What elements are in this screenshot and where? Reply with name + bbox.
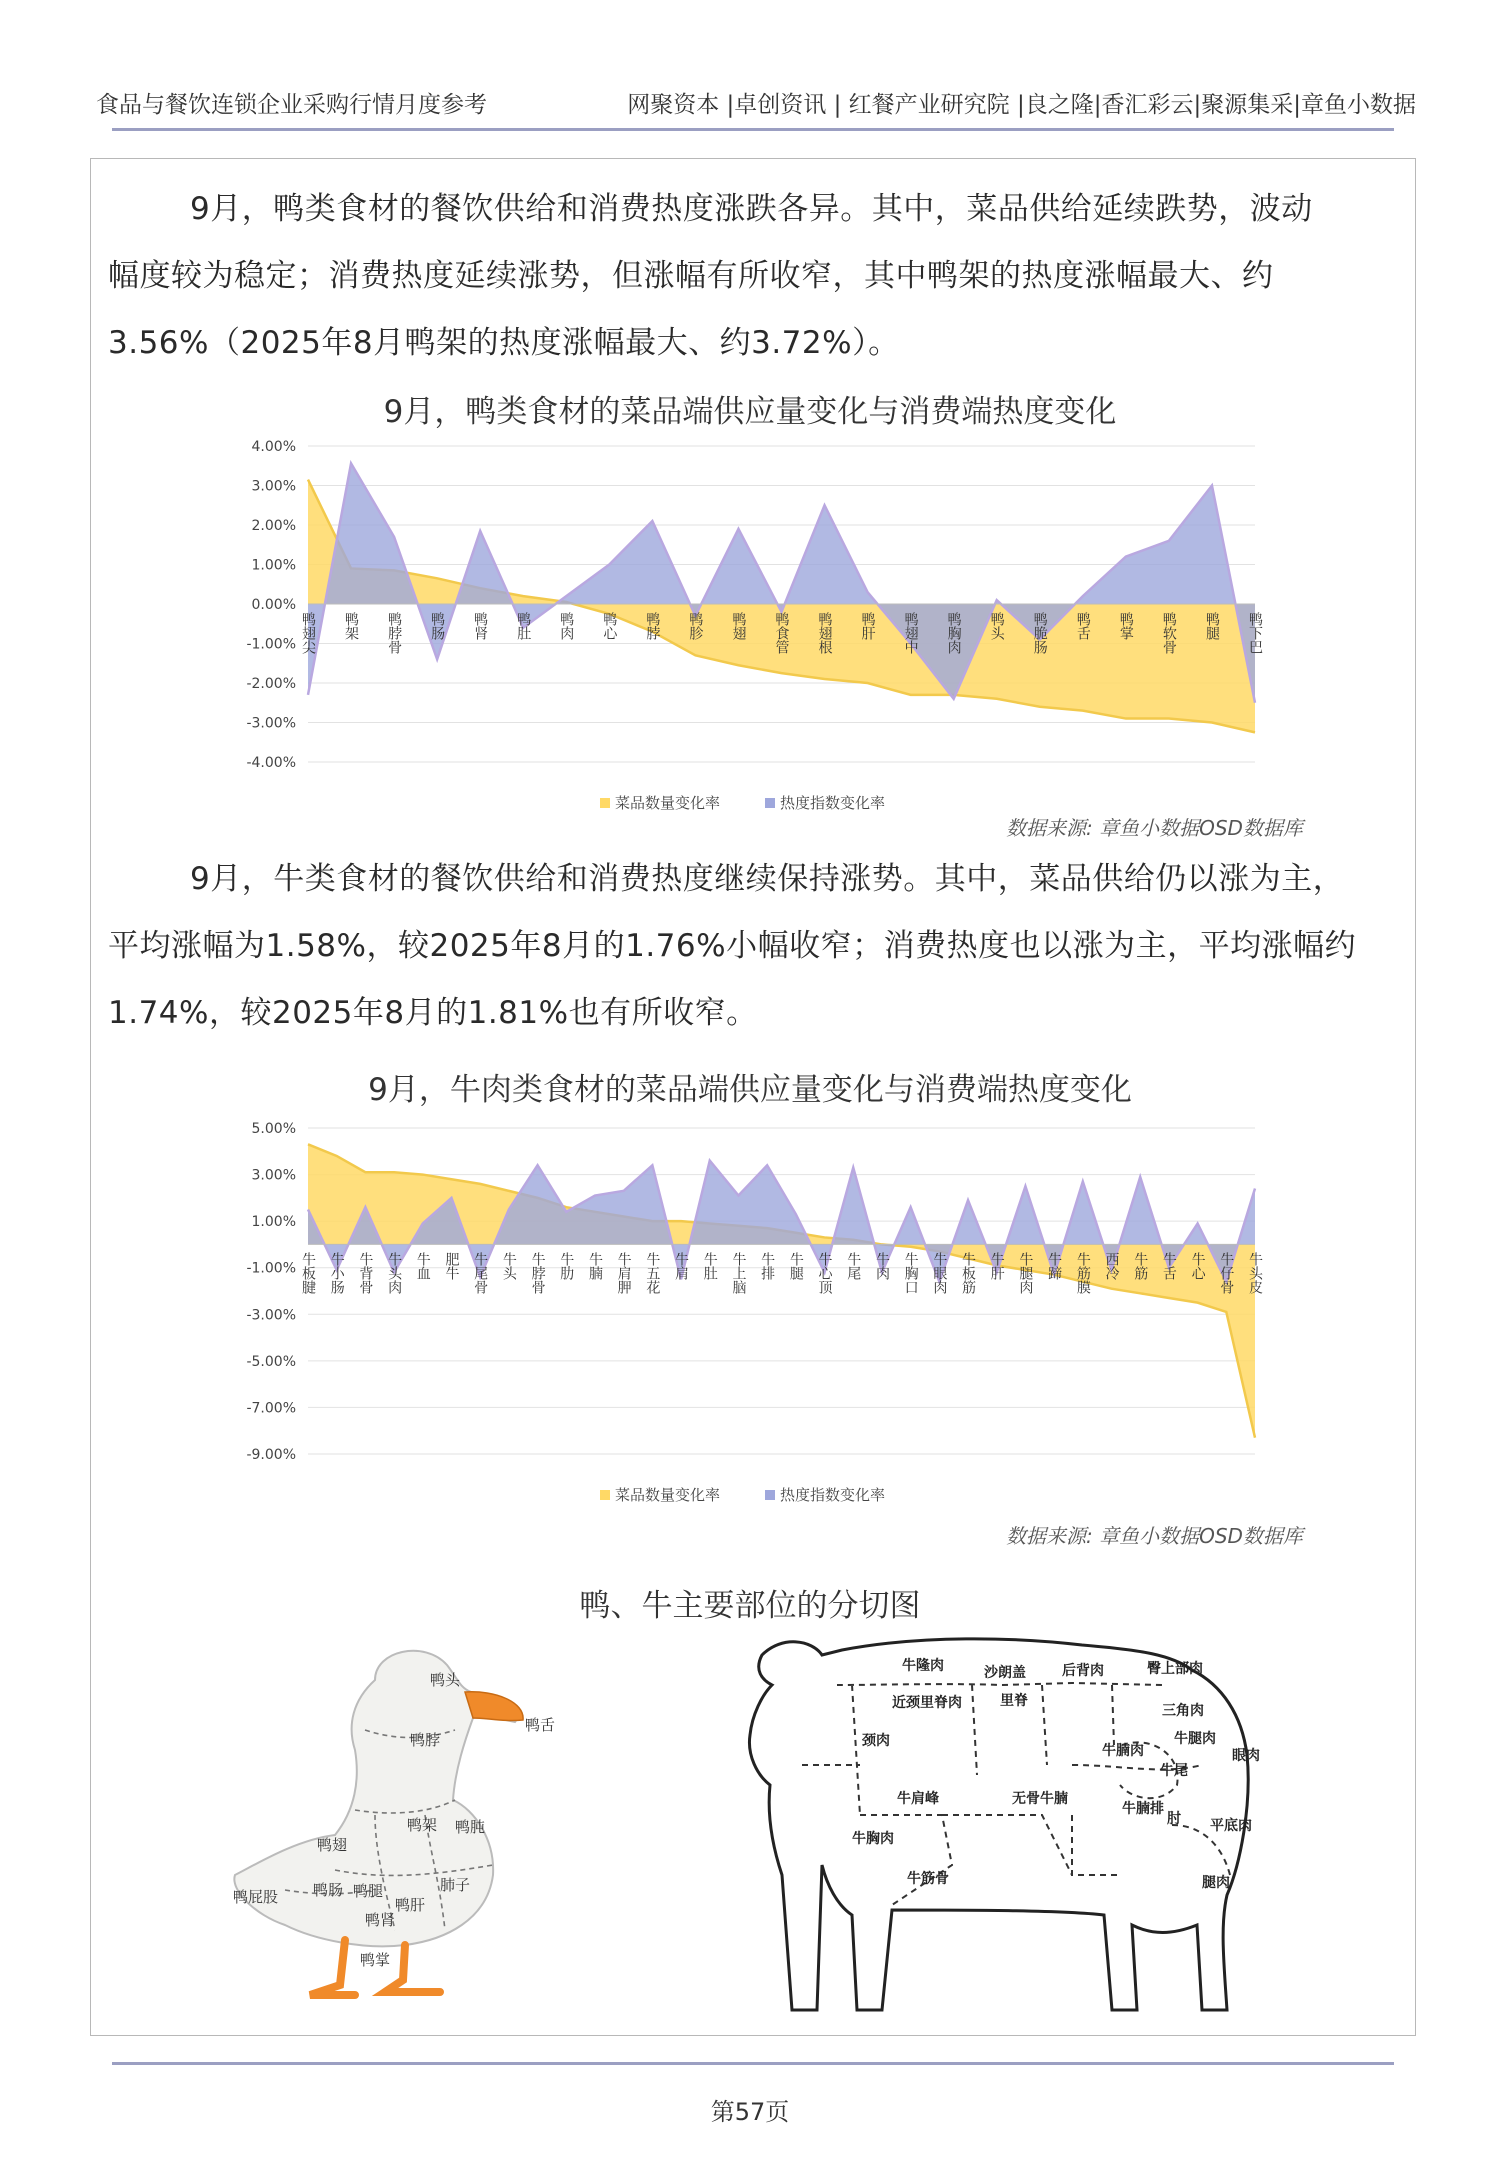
duck-beak (465, 1692, 523, 1721)
x-tick-label: 鸭架 (343, 612, 360, 640)
y-tick-label: -3.00% (246, 1307, 296, 1324)
cow-label-tendon: 牛筋骨 (907, 1871, 949, 1887)
cow-label-back: 后背肉 (1062, 1663, 1104, 1679)
cut-diagram-title: 鸭、牛主要部位的分切图 (579, 1588, 921, 1624)
x-tick-label: 鸭肚 (515, 612, 532, 640)
x-tick-label: 牛头皮 (1247, 1252, 1263, 1295)
x-tick-label: 鸭下巴 (1247, 612, 1263, 654)
cow-label-boneless-brisket: 无骨牛腩 (1012, 1791, 1068, 1807)
duck-label-intestine: 鸭肠 (313, 1881, 344, 1899)
x-tick-label: 西冷 (1103, 1252, 1120, 1281)
x-tick-label: 牛腿肉 (1017, 1252, 1034, 1295)
x-tick-label: 牛上脑 (730, 1252, 747, 1295)
cow-label-flank: 牛腩肉 (1102, 1743, 1144, 1759)
x-tick-label: 鸭掌 (1117, 612, 1134, 640)
cow-label-short-rib: 牛腩排 (1122, 1801, 1164, 1817)
cow-label-tail: 牛尾 (1160, 1763, 1188, 1779)
duck-label-tail: 鸭屁股 (233, 1888, 279, 1906)
x-tick-label: 鸭翅中 (902, 612, 919, 654)
x-tick-label: 牛胸口 (902, 1252, 919, 1295)
beef-chart (220, 1112, 1280, 1512)
duck-label-kidney: 鸭肾 (365, 1911, 396, 1929)
x-tick-label: 鸭肾 (472, 612, 489, 640)
x-tick-label: 牛舌 (1160, 1252, 1177, 1281)
x-tick-label: 牛尾 (845, 1252, 862, 1281)
cow-label-tenderloin: 里脊 (1000, 1693, 1028, 1709)
page-number: 第57页 (710, 2098, 790, 2126)
x-tick-label: 鸭胸肉 (945, 612, 962, 654)
beef-summary-paragraph (108, 846, 1408, 1047)
x-tick-label: 牛脖骨 (529, 1252, 546, 1295)
duck-label-leg: 鸭腿 (353, 1882, 384, 1900)
x-tick-label: 鸭翅根 (816, 612, 833, 654)
duck-label-wing: 鸭翅 (317, 1836, 348, 1854)
x-tick-label: 牛心顶 (816, 1252, 833, 1295)
page-header (96, 86, 1416, 116)
beef-chart-title: 9月，牛肉类食材的菜品端供应量变化与消费端热度变化 (368, 1072, 1132, 1108)
duck-summary-line-3: 3.56%（2025年8月鸭架的热度涨幅最大、约3.72%）。 (108, 325, 900, 361)
x-tick-label: 鸭胗 (687, 612, 704, 640)
x-tick-label: 牛五花 (644, 1252, 661, 1295)
cow-label-elbow: 肘 (1167, 1811, 1181, 1827)
legend-label: 菜品数量变化率 (615, 1486, 721, 1504)
beef-chart-source: 数据来源: 章鱼小数据OSD数据库 (1006, 1524, 1303, 1548)
x-tick-label: 牛板腱 (300, 1252, 316, 1295)
duck-chart-title: 9月，鸭类食材的菜品端供应量变化与消费端热度变化 (383, 394, 1117, 430)
x-tick-label: 鸭脆肠 (1031, 612, 1048, 654)
footer-divider (112, 2062, 1394, 2065)
cow-label-flat: 平底肉 (1210, 1818, 1252, 1834)
header-sources: 网聚资本 |卓创资讯 | 红餐产业研究院 |良之隆|香汇彩云|聚源集采|章鱼小数据 (627, 92, 1416, 118)
duck-summary-line-2: 幅度较为稳定；消费热度延续涨势，但涨幅有所收窄，其中鸭架的热度涨幅最大、约 (108, 258, 1274, 294)
x-tick-label: 牛筋膜 (1074, 1252, 1091, 1295)
y-tick-label: -2.00% (246, 676, 296, 692)
duck-label-tongue: 鸭舌 (525, 1716, 556, 1734)
x-tick-label: 牛肩 (673, 1252, 690, 1281)
y-tick-label: 1.00% (251, 557, 296, 574)
duck-summary-paragraph (108, 176, 1408, 377)
legend-label: 菜品数量变化率 (615, 794, 721, 812)
x-tick-label: 牛肩胛 (615, 1252, 632, 1295)
x-tick-label: 牛肉 (873, 1252, 890, 1281)
x-tick-label: 牛仔骨 (1218, 1252, 1235, 1295)
cow-cuts-diagram (742, 1625, 1287, 2020)
duck-label-gizzard: 鸭肫 (455, 1818, 486, 1836)
cow-label-round: 牛腿肉 (1174, 1731, 1216, 1747)
y-tick-label: -5.00% (246, 1353, 296, 1370)
y-tick-label: 4.00% (251, 439, 296, 455)
cow-label-hump: 牛隆肉 (902, 1658, 944, 1674)
cow-label-chuck-loin: 近颈里脊肉 (892, 1695, 962, 1711)
x-tick-label: 牛筋 (1132, 1252, 1149, 1281)
cow-label-tri-tip: 三角肉 (1162, 1703, 1204, 1719)
y-tick-label: -3.00% (246, 715, 296, 732)
y-tick-label: -9.00% (246, 1447, 296, 1463)
x-tick-label: 鸭脖骨 (386, 612, 403, 654)
x-tick-label: 鸭肉 (558, 612, 575, 640)
x-tick-label: 牛腩 (586, 1252, 603, 1281)
duck-chart (220, 430, 1280, 820)
x-tick-label: 牛心 (1189, 1252, 1206, 1281)
duck-label-frame: 鸭架 (407, 1816, 438, 1834)
duck-label-feet: 鸭掌 (360, 1951, 391, 1969)
x-tick-label: 牛肚 (701, 1252, 718, 1281)
x-tick-label: 牛眼肉 (931, 1252, 948, 1295)
beef-summary-line-3: 1.74%，较2025年8月的1.81%也有所收窄。 (108, 995, 758, 1031)
x-tick-label: 牛血 (414, 1252, 431, 1281)
cow-label-brisket: 牛胸肉 (852, 1831, 894, 1847)
x-tick-label: 鸭肠 (429, 612, 446, 640)
beef-summary-line-2: 平均涨幅为1.58%，较2025年8月的1.76%小幅收窄；消费热度也以涨为主，平均涨幅约 (108, 928, 1357, 964)
x-tick-label: 牛板筋 (960, 1252, 977, 1295)
legend-swatch (600, 798, 610, 808)
cow-label-sirloin-cap: 沙朗盖 (984, 1665, 1026, 1681)
y-tick-label: 5.00% (251, 1121, 296, 1137)
x-tick-label: 鸭腿 (1203, 612, 1220, 640)
x-tick-label: 牛蹄 (1046, 1252, 1063, 1281)
x-tick-label: 牛尾骨 (472, 1252, 489, 1295)
legend-swatch (600, 1490, 610, 1500)
cow-label-rump-top: 臀上部肉 (1147, 1661, 1203, 1677)
x-tick-label: 牛小肠 (328, 1252, 345, 1295)
x-tick-label: 牛背骨 (357, 1252, 374, 1295)
x-tick-label: 鸭肝 (859, 612, 876, 640)
x-tick-label: 鸭脖 (644, 612, 661, 640)
x-tick-label: 鸭心 (601, 612, 618, 640)
duck-chart-source: 数据来源: 章鱼小数据OSD数据库 (1006, 816, 1303, 840)
x-tick-label: 牛腿 (787, 1252, 804, 1281)
duck-label-neck: 鸭脖 (410, 1731, 441, 1749)
y-tick-label: -1.00% (246, 636, 296, 653)
x-tick-label: 肥牛 (443, 1252, 460, 1281)
duck-cuts-diagram (225, 1640, 625, 2000)
x-tick-label: 鸭舌 (1074, 612, 1091, 640)
y-tick-label: 3.00% (251, 478, 296, 495)
duck-summary-line-1: 9月，鸭类食材的餐饮供给和消费热度涨跌各异。其中，菜品供给延续跌势，波动 (190, 191, 1313, 227)
legend-label: 热度指数变化率 (780, 794, 886, 812)
legend-swatch (765, 1490, 775, 1500)
y-tick-label: 3.00% (251, 1167, 296, 1184)
cow-label-eye-round: 眼肉 (1232, 1748, 1260, 1764)
y-tick-label: -1.00% (246, 1260, 296, 1277)
x-tick-label: 鸭食管 (773, 612, 790, 654)
duck-label-head: 鸭头 (430, 1671, 461, 1689)
x-tick-label: 牛头肉 (386, 1252, 403, 1295)
cow-label-neck: 颈肉 (862, 1733, 890, 1749)
x-tick-label: 鸭软骨 (1160, 612, 1177, 654)
y-tick-label: -7.00% (246, 1400, 296, 1417)
y-tick-label: 2.00% (251, 518, 296, 534)
x-tick-label: 牛排 (759, 1252, 776, 1281)
x-tick-label: 牛肝 (988, 1252, 1005, 1281)
header-report-title: 食品与餐饮连锁企业采购行情月度参考 (96, 92, 487, 118)
x-tick-label: 鸭翅尖 (300, 612, 316, 654)
duck-label-lung: 肺子 (440, 1876, 471, 1894)
cow-label-shoulder: 牛肩峰 (897, 1791, 939, 1807)
legend-swatch (765, 798, 775, 808)
x-tick-label: 鸭头 (988, 612, 1005, 640)
legend-label: 热度指数变化率 (780, 1486, 886, 1504)
x-tick-label: 鸭翅 (730, 612, 747, 640)
x-tick-label: 牛头 (500, 1252, 517, 1281)
duck-label-liver: 鸭肝 (395, 1896, 426, 1914)
x-tick-label: 牛肋 (558, 1252, 575, 1281)
beef-summary-line-1: 9月，牛类食材的餐饮供给和消费热度继续保持涨势。其中，菜品供给仍以涨为主， (190, 861, 1345, 897)
y-tick-label: 0.00% (251, 597, 296, 613)
header-divider (112, 128, 1394, 131)
cow-label-leg: 腿肉 (1202, 1875, 1230, 1891)
y-tick-label: 1.00% (251, 1214, 296, 1231)
y-tick-label: -4.00% (246, 755, 296, 771)
